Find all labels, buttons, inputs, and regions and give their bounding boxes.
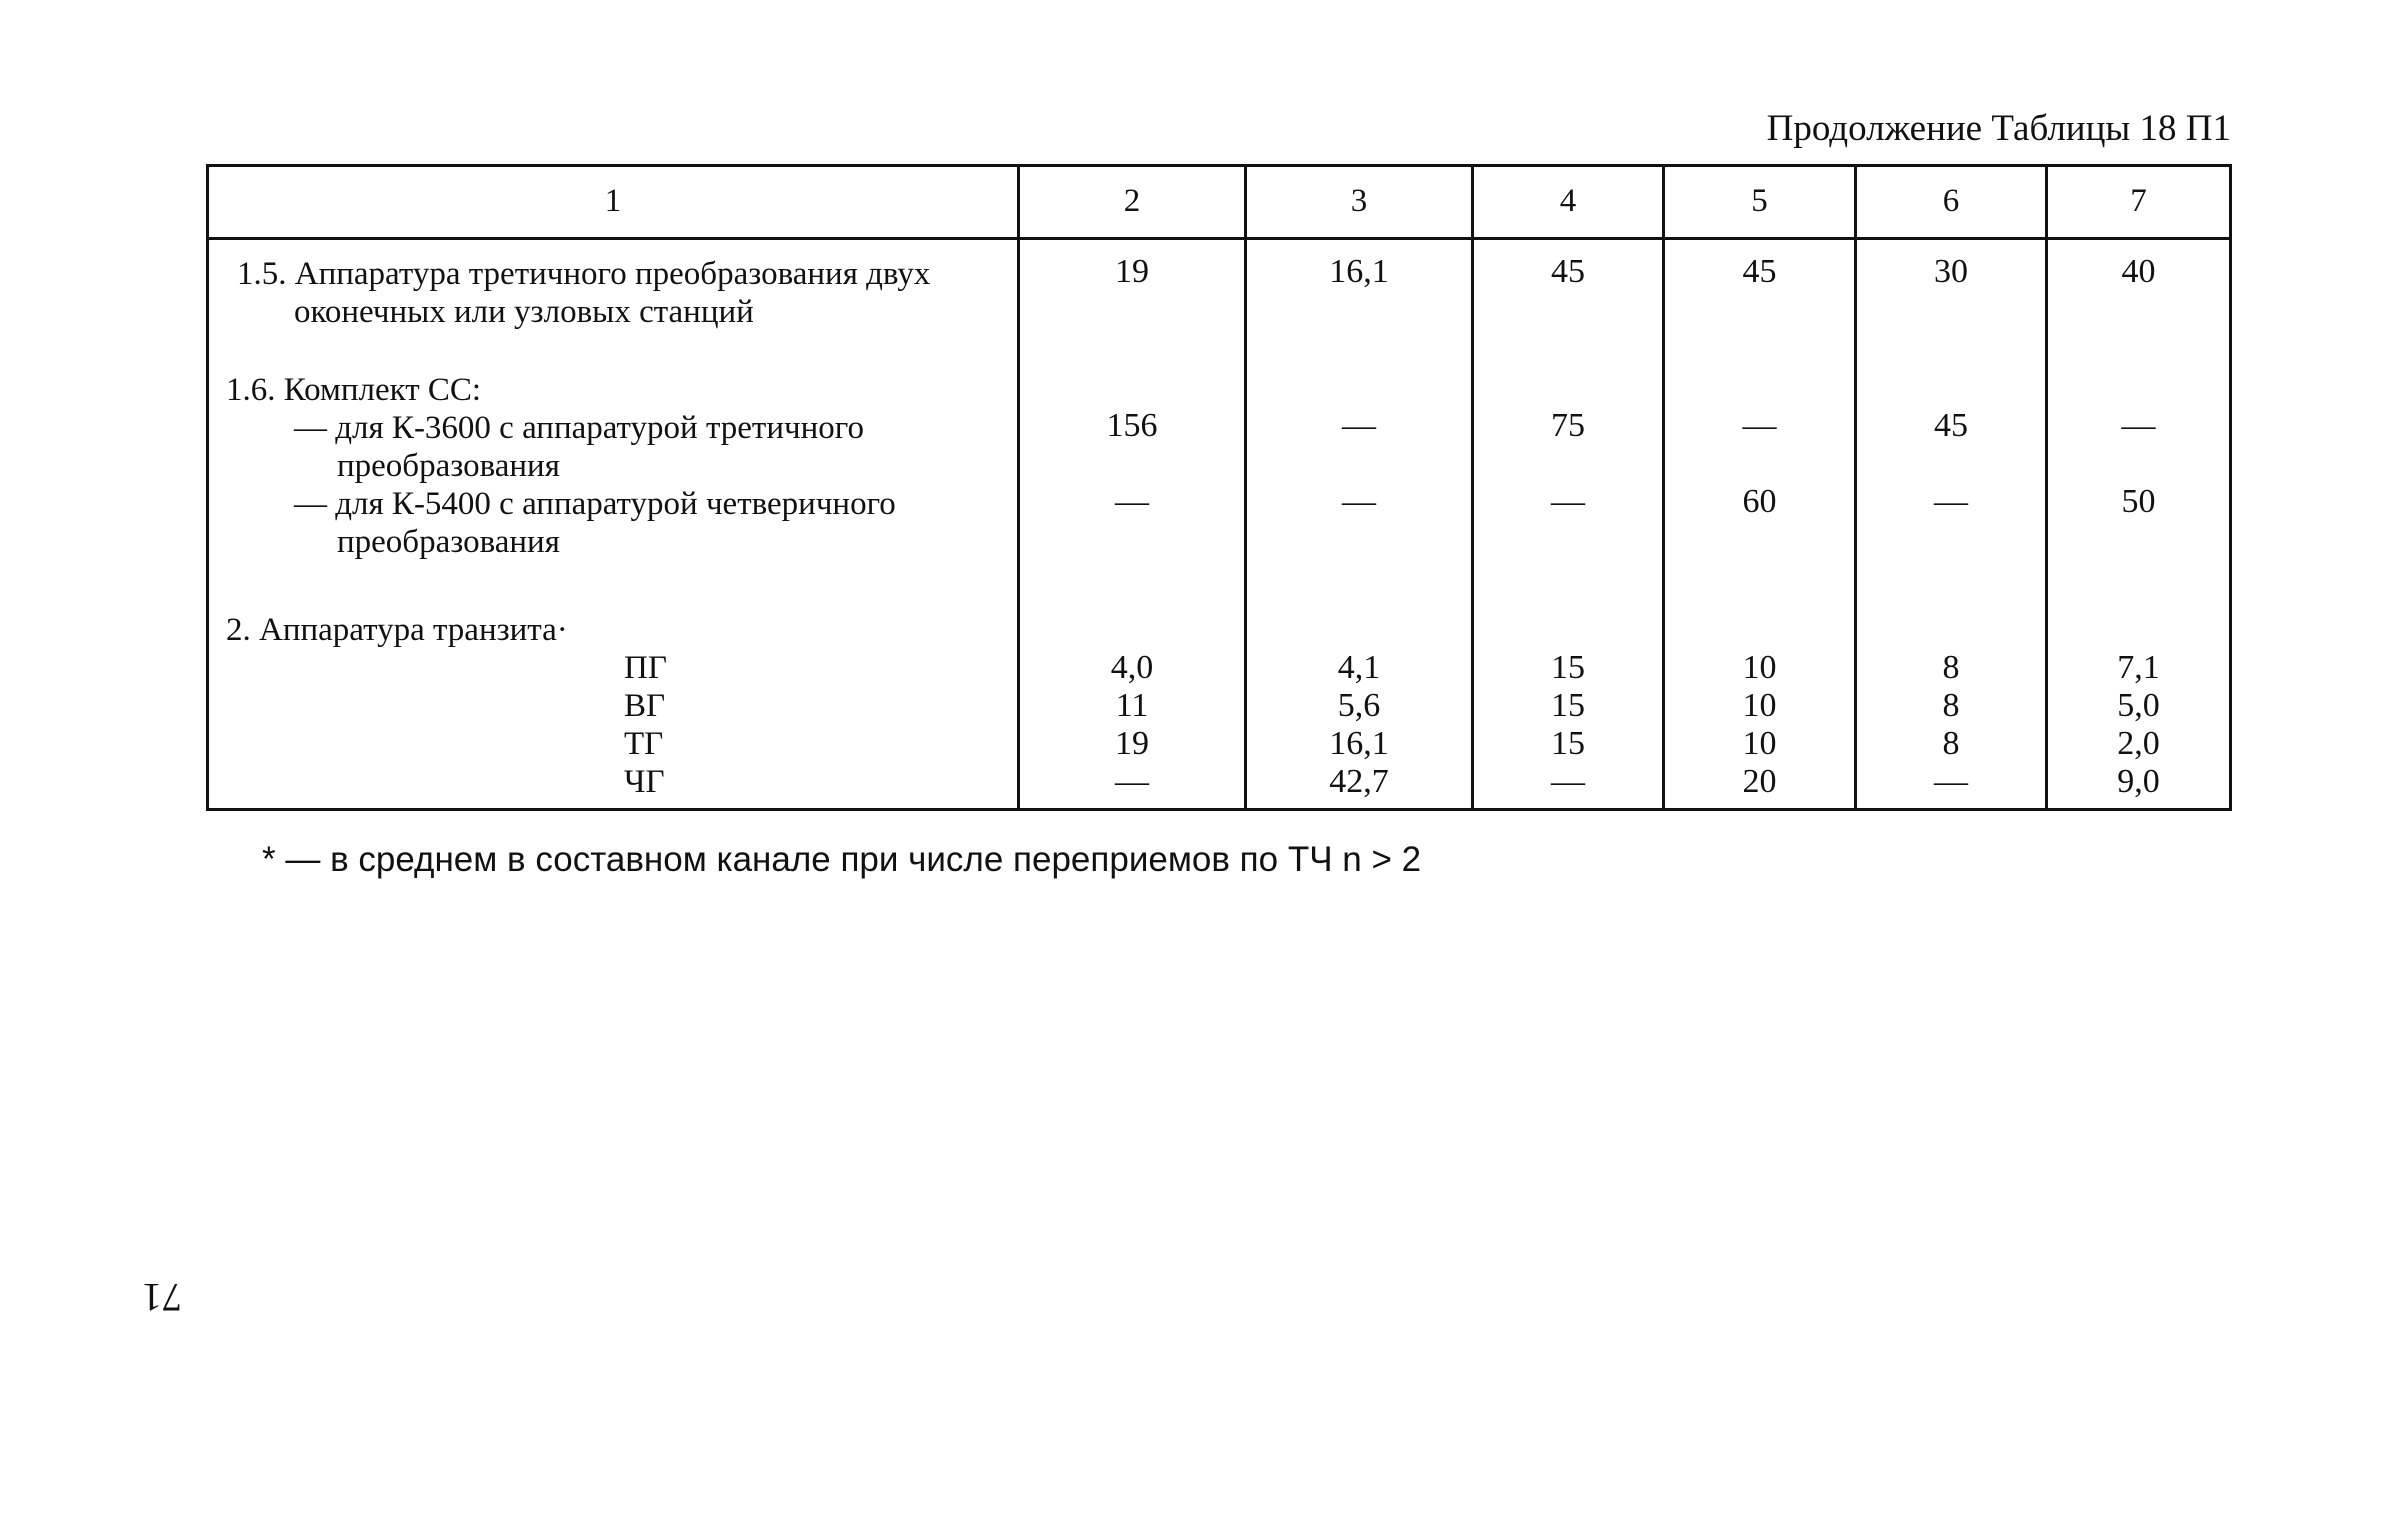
row-label: 1.5. Аппаратура третичного преобразования двух [237,256,931,292]
row-label: — для К-3600 с аппаратурой третичного [294,410,864,446]
table-cell: 40 [2121,253,2156,290]
table-cell: 8 [1942,725,1960,762]
table-cell: 156 [1106,407,1158,444]
row-label: ТГ [624,726,664,762]
table-cell: 30 [1934,253,1968,290]
table-cell: 16,1 [1329,253,1389,290]
row-label: 2. Аппаратура транзита· [226,612,568,648]
table-cell: — [1934,763,1968,800]
table-cell: 8 [1942,687,1960,724]
table-cell: — [1342,483,1376,520]
column-header-3: 3 [1350,183,1368,219]
table-cell: 7,1 [2117,649,2160,686]
table-cell: — [1115,483,1149,520]
table-cell: 45 [1742,253,1777,290]
table-cell: 75 [1551,407,1585,444]
table-cell: 15 [1551,649,1585,686]
table-cell: 5,6 [1337,687,1381,724]
row-label: ПГ [624,650,667,686]
table-cell: 9,0 [2117,763,2160,800]
column-header-2: 2 [1123,183,1141,219]
row-label-continuation: преобразования [337,448,560,484]
table-cell: 19 [1115,253,1149,290]
table-cell: — [1934,483,1968,520]
table-cell: 19 [1115,725,1149,762]
column-header-6: 6 [1942,183,1960,219]
page-number: 71 [142,1275,182,1320]
table-cell: — [1551,763,1585,800]
table-cell: 50 [2121,483,2156,520]
data-table [206,164,2232,811]
table-cell: 2,0 [2117,725,2160,762]
footnote: * — в среднем в составном канале при числе переприемов по ТЧ n > 2 [262,840,1422,879]
row-label: ЧГ [624,764,665,800]
table-cell: 10 [1742,649,1777,686]
column-header-4: 4 [1559,183,1577,219]
table-cell: 20 [1742,763,1777,800]
table-cell: 42,7 [1329,763,1389,800]
row-label: ВГ [624,688,666,724]
table-cell: — [1742,407,1777,444]
table-cell: 4,0 [1110,649,1154,686]
table-cell: 11 [1115,687,1149,724]
column-header-1: 1 [604,183,622,219]
table-cell: 15 [1551,725,1585,762]
table-cell: 10 [1742,687,1777,724]
table-cell: 4,1 [1337,649,1381,686]
row-label-continuation: преобразования [337,524,560,560]
table-cell: 5,0 [2117,687,2160,724]
table-caption: Продолжение Таблицы 18 П1 [1766,108,2231,149]
table-cell: 8 [1942,649,1960,686]
table-cell: 60 [1742,483,1777,520]
table-cell: 45 [1934,407,1968,444]
table-cell: 16,1 [1329,725,1389,762]
table-cell: 10 [1742,725,1777,762]
row-label: 1.6. Комплект СС: [226,372,482,408]
header-divider [209,237,2229,240]
row-label-continuation: оконечных или узловых станций [294,294,754,330]
table-cell: — [2121,407,2156,444]
column-header-5: 5 [1751,183,1768,219]
column-header-7: 7 [2130,183,2147,219]
table-cell: — [1342,407,1376,444]
table-cell: — [1115,763,1149,800]
row-label: — для К-5400 с аппаратурой четверичного [294,486,896,522]
table-cell: — [1551,483,1585,520]
table-cell: 45 [1551,253,1585,290]
table-cell: 15 [1551,687,1585,724]
